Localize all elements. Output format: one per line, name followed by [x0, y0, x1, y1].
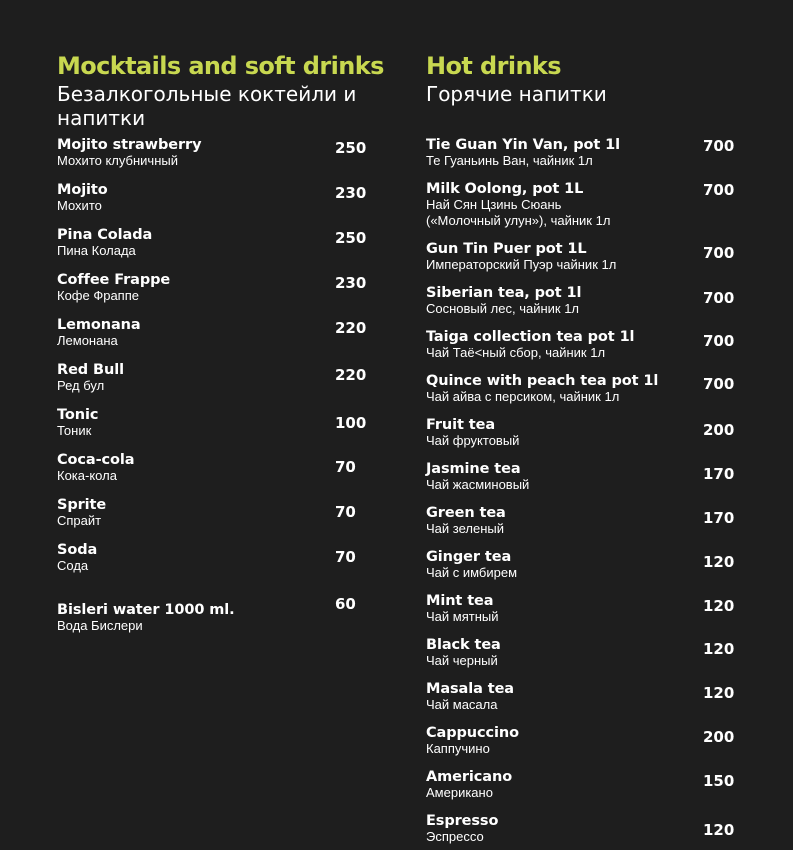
item-name: Red Bull: [57, 362, 124, 378]
item-price: 700: [703, 244, 735, 262]
item-description: Лемонана: [57, 333, 118, 348]
item-price: 70: [335, 548, 356, 566]
item-description: Каппучино: [426, 741, 490, 756]
item-price: 70: [335, 458, 356, 476]
item-description: Чай черный: [426, 653, 498, 668]
item-price: 120: [703, 684, 735, 702]
item-description: Чай зеленый: [426, 521, 504, 536]
item-description: Кока-кола: [57, 468, 117, 483]
item-price: 700: [703, 289, 735, 307]
menu-item: [57, 407, 367, 439]
item-price: 120: [703, 640, 735, 658]
item-description-line2: («Молочный улун»), чайник 1л: [426, 212, 611, 228]
item-description: Спрайт: [57, 513, 102, 528]
item-name: Masala tea: [426, 681, 514, 697]
item-price: 120: [703, 553, 735, 571]
menu-item: [426, 593, 736, 625]
item-description: Чай мятный: [426, 609, 499, 624]
item-price: 120: [703, 821, 735, 839]
menu-item: [426, 769, 736, 801]
item-price: 170: [703, 509, 735, 527]
item-name: Americano: [426, 769, 513, 785]
item-description: Чай жасминовый: [426, 477, 530, 492]
menu-item: [57, 272, 367, 304]
item-description: Сосновый лес, чайник 1л: [426, 301, 580, 316]
item-name: Tonic: [57, 407, 99, 423]
item-name: Pina Colada: [57, 227, 153, 243]
item-name: Soda: [57, 542, 98, 558]
item-description: Пина Колада: [57, 243, 136, 258]
item-description: Чай с имбирем: [426, 565, 518, 580]
item-name: Jasmine tea: [426, 461, 521, 477]
section-title: Mocktails and soft drinks: [57, 52, 384, 80]
menu-item: [426, 461, 736, 493]
item-price: 200: [703, 421, 735, 439]
item-price: 60: [335, 595, 356, 613]
item-description: Сода: [57, 558, 89, 573]
item-price: 170: [703, 465, 735, 483]
item-name: Bisleri water 1000 ml.: [57, 602, 235, 618]
item-name: Ginger tea: [426, 549, 512, 565]
item-price: 700: [703, 181, 735, 199]
menu-item: [426, 329, 736, 361]
item-price: 700: [703, 375, 735, 393]
item-description: Тоник: [57, 423, 92, 438]
menu-item: [426, 285, 736, 317]
item-description: Чай фруктовый: [426, 433, 520, 448]
section-subtitle: Горячие напитки: [426, 82, 607, 106]
menu-item: [426, 181, 736, 228]
item-name: Mint tea: [426, 593, 494, 609]
menu-item: [57, 317, 367, 349]
menu-item: [57, 227, 367, 259]
item-description: Ред бул: [57, 378, 105, 393]
menu-item: [57, 595, 367, 634]
item-description: Императорский Пуэр чайник 1л: [426, 257, 617, 272]
menu-item: [426, 637, 736, 669]
item-description: Чай Таё<ный сбор, чайник 1л: [426, 345, 606, 360]
item-name: Coffee Frappe: [57, 272, 171, 288]
menu-item: [426, 725, 736, 757]
item-price: 150: [703, 772, 735, 790]
item-price: 700: [703, 332, 735, 350]
item-name: Black tea: [426, 637, 501, 653]
item-price: 700: [703, 137, 735, 155]
item-description: Кофе Фраппе: [57, 288, 139, 303]
menu-item: [426, 417, 736, 449]
menu-item: [426, 373, 736, 405]
menu-item: [57, 542, 367, 574]
menu-item: [57, 497, 367, 529]
item-name: Tie Guan Yin Van, pot 1l: [426, 137, 621, 153]
menu-item: [57, 182, 367, 214]
item-name: Taiga collection tea pot 1l: [426, 329, 635, 345]
item-description: Те Гуаньинь Ван, чайник 1л: [426, 153, 593, 168]
item-price: 100: [335, 414, 367, 432]
item-description: Чай айва с персиком, чайник 1л: [426, 389, 620, 404]
item-price: 230: [335, 274, 367, 292]
item-name: Mojito strawberry: [57, 137, 202, 153]
item-name: Fruit tea: [426, 417, 496, 433]
item-price: 70: [335, 503, 356, 521]
item-name: Mojito: [57, 182, 108, 198]
item-description: Мохито: [57, 198, 102, 213]
menu-item: [426, 137, 736, 169]
section-subtitle: Безалкогольные коктейли и напитки: [57, 82, 357, 130]
item-description: Най Сян Цзинь Сюань: [426, 197, 562, 212]
menu-item: [426, 505, 736, 537]
section-title: Hot drinks: [426, 52, 561, 80]
menu-item: [426, 681, 736, 713]
item-price: 230: [335, 184, 367, 202]
item-name: Quince with peach tea pot 1l: [426, 373, 659, 389]
item-name: Siberian tea, pot 1l: [426, 285, 582, 301]
menu-item: [57, 362, 367, 394]
item-price: 220: [335, 366, 367, 384]
item-price: 220: [335, 319, 367, 337]
item-name: Green tea: [426, 505, 506, 521]
item-description: Мохито клубничный: [57, 153, 178, 168]
item-price: 250: [335, 229, 367, 247]
item-price: 250: [335, 139, 367, 157]
menu-item: [426, 813, 736, 845]
item-name: Cappuccino: [426, 725, 519, 741]
item-price: 200: [703, 728, 735, 746]
item-name: Coca-cola: [57, 452, 135, 468]
item-name: Milk Oolong, pot 1L: [426, 181, 584, 197]
menu-item: [426, 549, 736, 581]
menu-item: [57, 452, 367, 484]
item-description: Американо: [426, 785, 493, 800]
item-name: Espresso: [426, 813, 499, 829]
item-price: 120: [703, 597, 735, 615]
menu-item: [57, 137, 367, 169]
item-name: Gun Tin Puer pot 1L: [426, 241, 587, 257]
item-description: Чай масала: [426, 697, 498, 712]
item-description: Эспрессо: [426, 829, 484, 844]
item-name: Lemonana: [57, 317, 141, 333]
item-description: Вода Бислери: [57, 618, 143, 633]
menu-item: [426, 241, 736, 273]
item-name: Sprite: [57, 497, 107, 513]
